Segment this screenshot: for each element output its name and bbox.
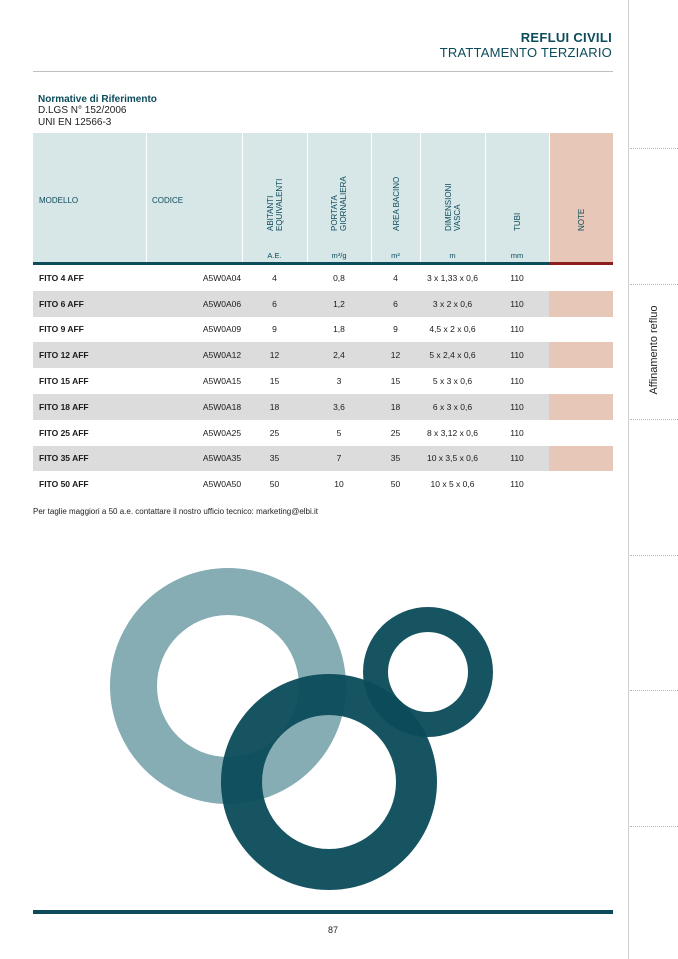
ring-bottom-dark (221, 674, 437, 890)
header-unit: m (449, 251, 456, 260)
cell-dim: 5 x 2,4 x 0,6 (429, 350, 476, 361)
header-label: ABITANTI (265, 195, 275, 231)
header-label: PORTATA (330, 195, 339, 231)
cell-tubi: 110 (510, 376, 524, 387)
cell-modello: FITO 25 AFF (39, 427, 89, 438)
header-unit: m³/g (331, 251, 347, 260)
header-label: AREA BACINO (391, 176, 401, 231)
cell-area: 12 (390, 350, 401, 361)
cell-tubi: 110 (510, 453, 524, 464)
cell-codice: A5W0A09 (202, 324, 242, 335)
cell-portata: 1,8 (333, 324, 345, 335)
cell-area: 18 (390, 401, 401, 412)
cell-area: 15 (390, 376, 401, 387)
cell-dim: 5 x 3 x 0,6 (432, 376, 473, 387)
cell-codice: A5W0A06 (202, 298, 242, 309)
cell-portata: 3 (336, 376, 342, 387)
cell-ae: 6 (272, 298, 277, 309)
cell-modello: FITO 15 AFF (39, 376, 89, 387)
cell-tubi: 110 (510, 479, 524, 490)
cell-area: 9 (393, 324, 398, 335)
header-unit: mm (510, 251, 524, 260)
header-label: CODICE (152, 196, 184, 205)
cell-modello: FITO 35 AFF (39, 453, 89, 464)
cell-codice: A5W0A50 (202, 479, 242, 490)
cell-codice: A5W0A35 (202, 453, 242, 464)
cell-area: 50 (390, 479, 401, 490)
cell-ae: 18 (269, 401, 280, 412)
cell-dim: 3 x 2 x 0,6 (432, 298, 473, 309)
cell-portata: 7 (336, 453, 342, 464)
normative-line: UNI EN 12566-3 (38, 117, 112, 128)
cell-portata: 3,6 (333, 401, 345, 412)
footnote: Per taglie maggiori a 50 a.e. contattare il nostro ufficio tecnico: marketing@elbi.it (33, 507, 319, 516)
cell-codice: A5W0A18 (202, 401, 242, 412)
cell-modello: FITO 6 AFF (39, 298, 84, 309)
cell-modello: FITO 12 AFF (39, 350, 89, 361)
cell-area: 4 (393, 272, 398, 283)
cell-ae: 15 (269, 376, 280, 387)
cell-ae: 25 (269, 427, 280, 438)
cell-tubi: 110 (510, 350, 524, 361)
cell-portata: 1,2 (333, 298, 345, 309)
header-label: NOTE (577, 208, 586, 231)
cell-portata: 10 (334, 479, 344, 490)
cell-modello: FITO 18 AFF (39, 401, 89, 412)
cell-tubi: 110 (510, 427, 524, 438)
cell-tubi: 110 (510, 401, 524, 412)
cell-codice: A5W0A15 (202, 376, 242, 387)
header-label: TUBI (513, 212, 522, 231)
sidebar-chapter-label: Affinamento refluo (648, 305, 660, 395)
footer-bar (33, 910, 613, 914)
normative-line: D.LGS N° 152/2006 (38, 105, 127, 116)
header-label: MODELLO (39, 196, 79, 205)
cell-modello: FITO 50 AFF (39, 479, 89, 490)
cell-modello: FITO 9 AFF (39, 324, 84, 335)
cell-dim: 8 x 3,12 x 0,6 (426, 427, 479, 438)
header-unit: m² (391, 251, 400, 260)
cell-tubi: 110 (510, 324, 524, 335)
cell-dim: 4,5 x 2 x 0,6 (429, 324, 476, 335)
cell-portata: 2,4 (333, 350, 345, 361)
cell-tubi: 110 (510, 298, 524, 309)
cell-area: 25 (390, 427, 401, 438)
cell-area: 6 (393, 298, 398, 309)
cell-codice: A5W0A12 (202, 350, 242, 361)
cell-ae: 50 (269, 479, 280, 490)
page-number: 87 (327, 925, 338, 935)
header-unit: A.E. (267, 251, 282, 260)
section-subtitle: TRATTAMENTO TERZIARIO (439, 45, 612, 60)
cell-area: 35 (390, 453, 401, 464)
cell-ae: 35 (269, 453, 280, 464)
header-label: DIMENSIONI (443, 183, 453, 231)
cell-codice: A5W0A25 (202, 427, 242, 438)
header-label: VASCA (452, 204, 462, 231)
cell-dim: 10 x 5 x 0,6 (430, 479, 475, 490)
normative-title: Normative di Riferimento (38, 94, 157, 105)
cell-dim: 6 x 3 x 0,6 (432, 401, 473, 412)
cell-dim: 3 x 1,33 x 0,6 (426, 272, 479, 283)
header-label: GIORNALIERA (339, 176, 348, 231)
cell-modello: FITO 4 AFF (39, 272, 84, 283)
header-label: EQUIVALENTI (274, 178, 284, 231)
cell-ae: 12 (269, 350, 280, 361)
cell-dim: 10 x 3,5 x 0,6 (426, 453, 479, 464)
cell-tubi: 110 (510, 272, 524, 283)
cell-ae: 9 (272, 324, 277, 335)
cell-codice: A5W0A04 (202, 272, 242, 283)
cell-portata: 5 (336, 427, 342, 438)
cell-portata: 0,8 (333, 272, 345, 283)
section-title: REFLUI CIVILI (520, 30, 612, 45)
cell-ae: 4 (272, 272, 277, 283)
